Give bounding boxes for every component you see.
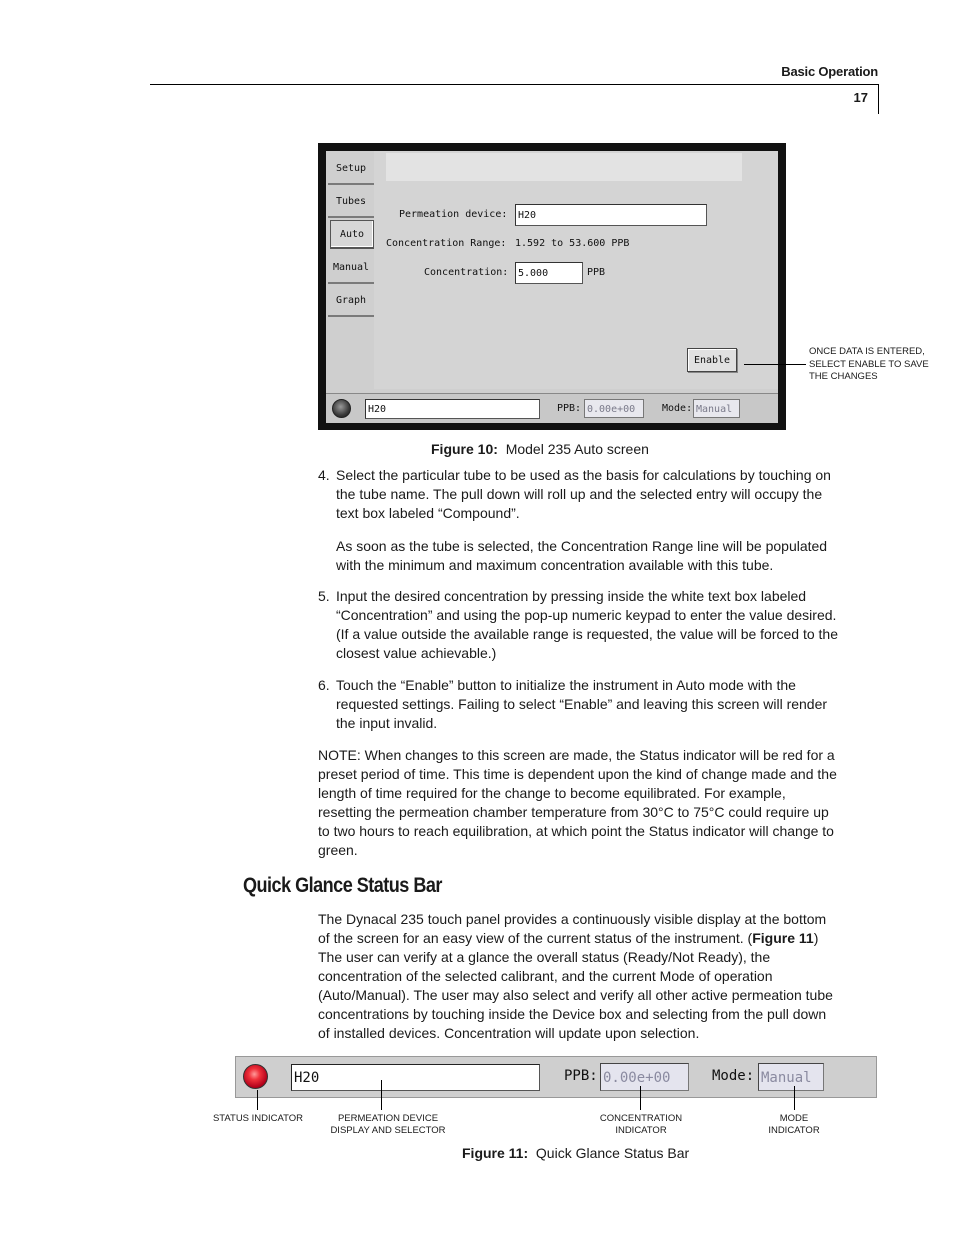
concentration-indicator-label: CONCENTRATION INDICATOR (599, 1113, 683, 1136)
concentration-unit: PPB (587, 267, 606, 278)
enable-callout-line (744, 364, 806, 365)
mode-line (794, 1086, 795, 1110)
status-mode-value: Manual (693, 399, 740, 418)
running-header: Basic Operation (781, 64, 878, 79)
concentration-line (640, 1086, 641, 1110)
concentration-indicator: 0.00e+00 (600, 1063, 689, 1091)
section-paragraph (318, 910, 840, 1043)
status-ppb-value: 0.00e+00 (584, 399, 644, 418)
step-6-number: 6. (318, 677, 330, 693)
mode-label: Mode: (712, 1068, 755, 1084)
status-indicator-icon (332, 399, 351, 418)
status-indicator-led-icon (243, 1064, 268, 1089)
enable-button[interactable]: Enable (687, 348, 737, 372)
figure10-caption-text: Model 235 Auto screen (505, 441, 649, 457)
step-5-number: 5. (318, 588, 330, 604)
permeation-device-input[interactable]: H20 (515, 204, 707, 226)
header-rule (150, 84, 879, 85)
tab-manual[interactable]: Manual (328, 252, 374, 284)
page-number: 17 (853, 90, 868, 105)
step-5 (318, 587, 840, 663)
top-strip (386, 153, 742, 181)
quick-glance-status-bar (235, 1056, 877, 1098)
auto-screen-figure (318, 143, 786, 430)
status-indicator-label: STATUS INDICATOR (212, 1113, 304, 1124)
status-mode-label: Mode: (662, 403, 693, 414)
tab-tubes[interactable]: Tubes (328, 186, 374, 218)
concentration-label: Concentration: (424, 267, 509, 278)
section-heading: Quick Glance Status Bar (243, 874, 442, 897)
figure11-caption-text: Quick Glance Status Bar (535, 1145, 690, 1161)
status-device-field[interactable]: H20 (365, 399, 540, 419)
tab-auto[interactable]: Auto (330, 220, 374, 249)
permeation-device-label: Permeation device: (399, 209, 508, 220)
note-paragraph: NOTE: When changes to this screen are made, the Status indicator will be red for a preset period of time. This time is dependent upon the kind of change made and the length of time required for the change to become equilibrated. For example, resetting the permeation chamber temperature from 30°C to 75°C could require up to two hours to reach equilibration, at which point the Status indicator will change to green. (318, 747, 837, 858)
tab-graph[interactable]: Graph (328, 285, 374, 317)
figure11-caption (462, 1145, 689, 1161)
step-6-text: Touch the “Enable” button to initialize the instrument in Auto mode with the requested settings. Failing to select “Enable” and leaving this screen will render the input invalid. (336, 677, 828, 731)
figure10-caption (431, 441, 649, 457)
mode-indicator-label: MODE INDICATOR (768, 1113, 820, 1136)
status-indicator-line (257, 1090, 258, 1110)
tab-setup[interactable]: Setup (328, 153, 374, 185)
figure11-reference: Figure 11 (752, 930, 814, 946)
header-tick (878, 84, 879, 114)
device-selector-line (381, 1080, 382, 1110)
step-6 (318, 676, 840, 733)
step-4 (318, 466, 840, 575)
section-para-before: The Dynacal 235 touch panel provides a continuously visible display at the bottom of the screen for an easy view of the current status of the instrument. ( (318, 911, 827, 946)
step-5-text: Input the desired concentration by pressing inside the white text box labeled “Concentration” and using the pop-up numeric keypad to enter the value desired. (If a value outside the available range is requested, the value will be forced to the closest value achievable.) (336, 588, 838, 661)
auto-content-panel (374, 151, 778, 389)
concentration-input[interactable]: 5.000 (515, 262, 583, 284)
device-selector-label: PERMEATION DEVICE DISPLAY AND SELECTOR (330, 1113, 446, 1136)
status-ppb-label: PPB: (557, 403, 582, 414)
permeation-device-selector[interactable]: H20 (291, 1064, 540, 1091)
section-para-after: ) The user can verify at a glance the overall status (Ready/Not Ready), the concentration of the selected calibrant, and the current Mode of operation (Auto/Manual). The user may also select and verify all other active permeation tube concentrations by touching inside the Device box and selecting from the pull down of installed devices. Concentration will update upon selection. (318, 930, 833, 1041)
step-4-text: Select the particular tube to be used as the basis for calculations by touching on the tube name. The pull down will roll up and the selected entry will occupy the text box labeled “Compound”. (336, 467, 831, 521)
auto-screen (326, 151, 778, 422)
step-4-extra: As soon as the tube is selected, the Concentration Range line will be populated with the minimum and maximum concentration available with this tube. (336, 538, 828, 573)
mode-indicator: Manual (758, 1063, 824, 1091)
concentration-range-value: 1.592 to 53.600 PPB (515, 238, 630, 249)
figure11-caption-label: Figure 11: (462, 1145, 529, 1161)
concentration-range-label: Concentration Range: (386, 238, 507, 249)
figure10-caption-label: Figure 10: (431, 441, 498, 457)
ppb-label: PPB: (564, 1068, 598, 1084)
enable-callout-text: ONCE DATA IS ENTERED, SELECT ENABLE TO SAVE THE CHANGES (809, 346, 929, 382)
status-bar-small (326, 393, 778, 423)
step-4-number: 4. (318, 467, 330, 483)
